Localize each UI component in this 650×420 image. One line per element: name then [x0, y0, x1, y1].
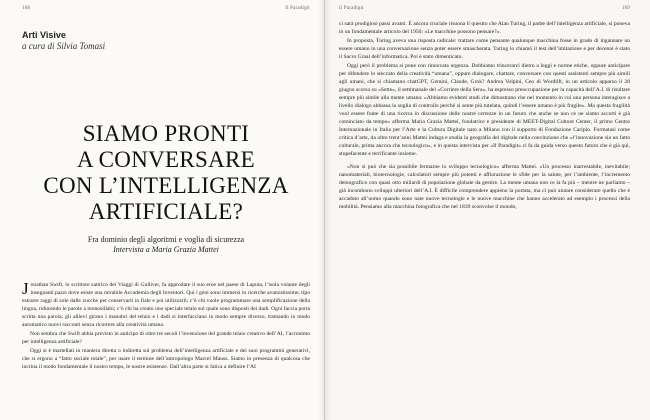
- left-running-title: Il Paradigit: [285, 6, 310, 11]
- left-body-text: [22, 281, 310, 371]
- paragraph: «Non si può che sia possibile fermarne lo sviluppo tecnologico» afferma Mattei. «Un processo inarrestabile, inevitabile; nanomateriali, biotecnologie, calcolatori sempre più potenti e affiorazione le sfide per la salute, per l’ambiente, l’incremento demografico con quasi otto miliardi di popolazione globale da gestire. La mente umana non ce la fa più – mentre ne parliamo – già incombono sviluppi ulteriori dell’A.I. È difficile comprendere appieno la portata, ma ci può aiutare considerare quello che è accaduto all’uomo quando sono nate nuove tecnologie e le nuove macchine che hanno accelerato ad esempio i processi della mobilità. Pensiamo alla macchina fotografica che nel 1839 sconvolse il mondo,: [339, 164, 630, 210]
- deck-credit: Intervista a Maria Grazia Mattei: [113, 245, 219, 254]
- headline-line: ARTIFICIALE?: [88, 199, 244, 224]
- headline-line: CON L’INTELLIGENZA: [43, 173, 289, 198]
- paragraph: Non sembra che Swift abbia previsto in anticipo di oltre tre secoli l’invenzione del grande telaio creativo dell’AI, l’acronimo per intelligenza artificiale?: [22, 331, 310, 345]
- section-title: Arti Visive: [22, 30, 66, 40]
- drop-cap: J: [22, 279, 29, 298]
- article-deck: [22, 235, 310, 255]
- right-running-title: Il Paradigit: [339, 6, 364, 11]
- left-folio: 168: [22, 6, 31, 11]
- section-byline: a cura di Silvia Tomasi: [22, 41, 106, 51]
- right-page: [325, 0, 650, 420]
- headline-line: A CONVERSARE: [76, 147, 256, 172]
- paragraph: Oggi si è martellati in maniera diretta o indiretta sul problema dell’intelligenza artificiale e dei suoi programmi generativi, che si ergono a “fatto sociale totale”, per usare il termine dell’antropologo Marcel Mauss. Siamo in presenza di qualcosa che incrina il modo fondamentale il nostro tempo, le nostre esistenze. Dall’altra parte si fatica a definire l’AI: [22, 348, 310, 370]
- article-headline: [22, 121, 310, 225]
- paragraph: In proposta, Turing aveva una risposta radicale: trattare come pensante qualunque macchina fosse in grado di ingannare un essere umano in una conversazione senza poter essere smascherata. Turing lo chiamò il test dell’imitazione e per decenni è stato il Sacro Graal dell’informatica. Poi è stato dimenticato.: [339, 38, 630, 60]
- deck-text: Fra dominio degli algoritmi e voglia di sicurezza: [87, 235, 245, 244]
- left-running-head: [22, 6, 310, 16]
- paragraph: [22, 281, 310, 329]
- right-folio: 169: [621, 6, 630, 11]
- right-body-text: [339, 20, 630, 211]
- paragraph-text: onathan Swift, lo scrittore satirico dei Viaggi di Gulliver, fa approdare il suo eroe nel paese di Laputa, l’isola volante degli insegnanti pazzi dove esiste una mirabile Accademia degli Inventori. Qui i geni sono immersi in ricerche avanzatissime, tipo estrarre raggi di sole dalle zucche per conservarli in fiale e poi utilizzarli; c’è chi vuole programmare una semplificazione della lingua, riducendo le parole a monosillabi; c’è chi ha creato uno speciale telaio sul quale sono disposti dei dadi. Ogni faccia porta scritta una parola; gli allievi girano i manubri del telaio e i dadi si interfacciano in modo sempre diverso, tramando in modo automatico nuovi racconti senza ricorrere alla creatività umana.: [22, 282, 310, 328]
- section-block: [22, 30, 310, 51]
- right-running-head: [339, 6, 630, 16]
- paragraph: Oggi però il problema si pone con rinnovata urgenza. Dobbiamo trincerarci dietro a leggi e norme etiche, oppure anticipare per difendere lo steccato della creatività “umana”, oppure dialogare, chattare, conversare con questi assistenti sempre più simili agli umani, che si chiamano chatGPT, Gemini, Claude, Grok? Andrea Volpini, Ceo di Wordlift, in un articolo apparso il 28 giugno scorso su «Sette», il settimanale del «Corriere della Sera», ha espresso preoccupazione per la capacità dell’A.I. di risultare sempre più simile alla mente umana: «Abbiamo evidenti studi che dimostrano che nel momento in cui una persona interagisce a livello dialogo abbassa la soglia di controllo perché si sente più tutelata, quindi l’essere umano è più fragile». Ma questa fragilità vuol essere fonte di una ricerca in discussione delle nostre certezze in un futuro che anche se non ce ne siamo accorti è già cominciato da tempo» afferma Maria Grazia Mattei, fondatrice e presidente di MEET-Digital Culture Center, il primo Centro Internazionale in Italia per l’Arte e la Cultura Digitale nato a Milano con il supporto di Fondazione Cariplo. Formatasi come critica d’arte, da oltre trent’anni Mattei indaga e studia la geografia del digitale nella convinzione che «l’innovazione sia un fatto culturale, prima ancora che tecnologico», e in questa intervista per «Il Paradigit» ci fa da guida verso questo futuro che è già qui, stupefacente e terrificante insieme.: [339, 63, 630, 157]
- paragraph: ci sarà prodigiosi passi avanti. È ancora cruciale risuona il quesito che Alan Turing, il padre dell’intelligenza artificiale, si poneva in un fondamentale articolo del 1950: «Le macchine possono pensare?».: [339, 21, 630, 35]
- headline-line: SIAMO PRONTI: [82, 121, 250, 146]
